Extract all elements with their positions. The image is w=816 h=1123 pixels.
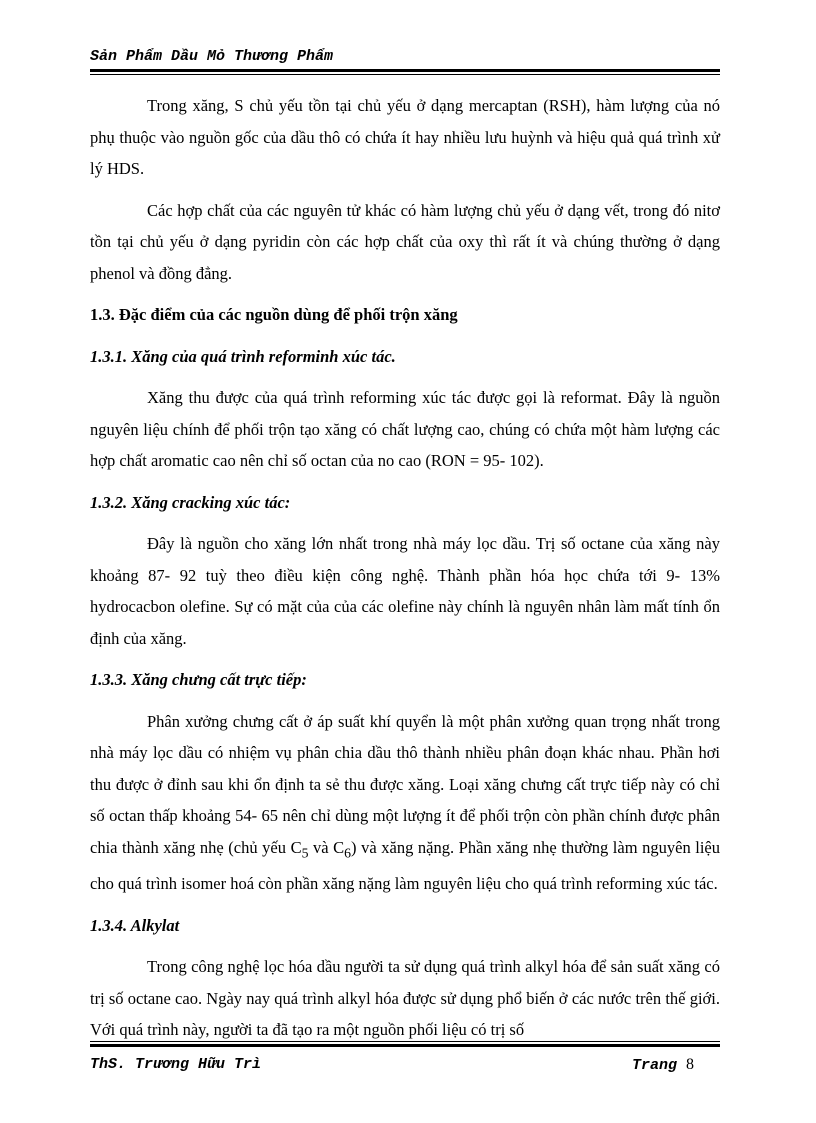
- page-number: Trang 8: [631, 1056, 694, 1074]
- footer-rule: [90, 1041, 720, 1047]
- paragraph: Các hợp chất của các nguyên tử khác có hàm lượng chủ yếu ở dạng vết, trong đó nitơ tồn tại chủ yếu ở dạng pyridin còn các hợp chất của oxy thì rất ít và chúng thường ở dạng phenol và đồng đẳng.: [90, 200, 720, 283]
- paragraph: Trong công nghệ lọc hóa dầu người ta sử dụng quá trình alkyl hóa để sản suất xăng có trị số octane cao. Ngày nay quá trình alkyl hóa được sử dụng phổ biến ở các nước trên thế giới. Với quá trình này, người ta đã tạo ra một nguồn phối liệu có trị số: [90, 957, 720, 1040]
- subsection-heading: 1.3.3. Xăng chưng cất trực tiếp:: [90, 670, 307, 689]
- subsection-heading: 1.3.1. Xăng của quá trình reforminh xúc tác.: [90, 346, 396, 366]
- running-footer: [90, 1054, 720, 1076]
- header-rule: [90, 69, 720, 75]
- paragraph: Phân xưởng chưng cất ở áp suất khí quyển là một phân xưởng quan trọng nhất trong nhà máy lọc dầu có nhiệm vụ phân chia dầu thô thành nhiều phân đoạn khác nhau. Phần hơi thu được ở đỉnh sau khi ổn định ta sẻ thu được xăng. Loại xăng chưng cất trực tiếp này có chỉ số octan thấp khoảng 54- 65 nên chỉ dùng một lượng ít để phối trộn còn phần chính được phân chia thành xăng nhẹ (chủ yếu $C_5$ và $C_6$) và xăng nặng. Phần xăng nhẹ thường làm nguyên liệu cho quá trình isomer hoá còn phần xăng nặng làm nguyên liệu cho quá trình reforming xúc tác.: [90, 711, 720, 894]
- header-title: Sản Phẩm Dầu Mỏ Thương Phẩm: [90, 48, 334, 65]
- paragraph: Trong xăng, S chủ yếu tồn tại chủ yếu ở dạng mercaptan (RSH), hàm lượng của nó phụ thuộc vào nguồn gốc của dầu thô có chứa ít hay nhiều lưu huỳnh và hiệu quả quá trình xử lý HDS.: [90, 96, 720, 178]
- running-header: [90, 46, 720, 68]
- page-body: [90, 90, 720, 1046]
- paragraph: Đây là nguồn cho xăng lớn nhất trong nhà máy lọc dầu. Trị số octane của xăng này khoảng 87- 92 tuỳ theo điều kiện công nghệ. Thành phần hóa học chứa tới 9- 13% hydrocacbon olefine. Sự có mặt của của các olefine này chính là nguyên nhân làm mất tính ổn định của xăng.: [90, 534, 720, 648]
- subsection-heading: 1.3.2. Xăng cracking xúc tác:: [90, 492, 291, 512]
- section-heading: 1.3. Đặc điểm của các nguồn dùng để phối trộn xăng: [90, 305, 458, 324]
- footer-author: ThS. Trương Hữu Trì: [90, 1056, 262, 1073]
- paragraph: Xăng thu được của quá trình reforming xúc tác được gọi là reformat. Đây là nguồn nguyên liệu chính để phối trộn tạo xăng có chất lượng cao, chúng có chứa một hàm lượng các hợp chất aromatic cao nên chỉ số octan của no cao (RON = 95- 102).: [90, 388, 720, 470]
- subsection-heading: 1.3.4. Alkylat: [90, 915, 180, 935]
